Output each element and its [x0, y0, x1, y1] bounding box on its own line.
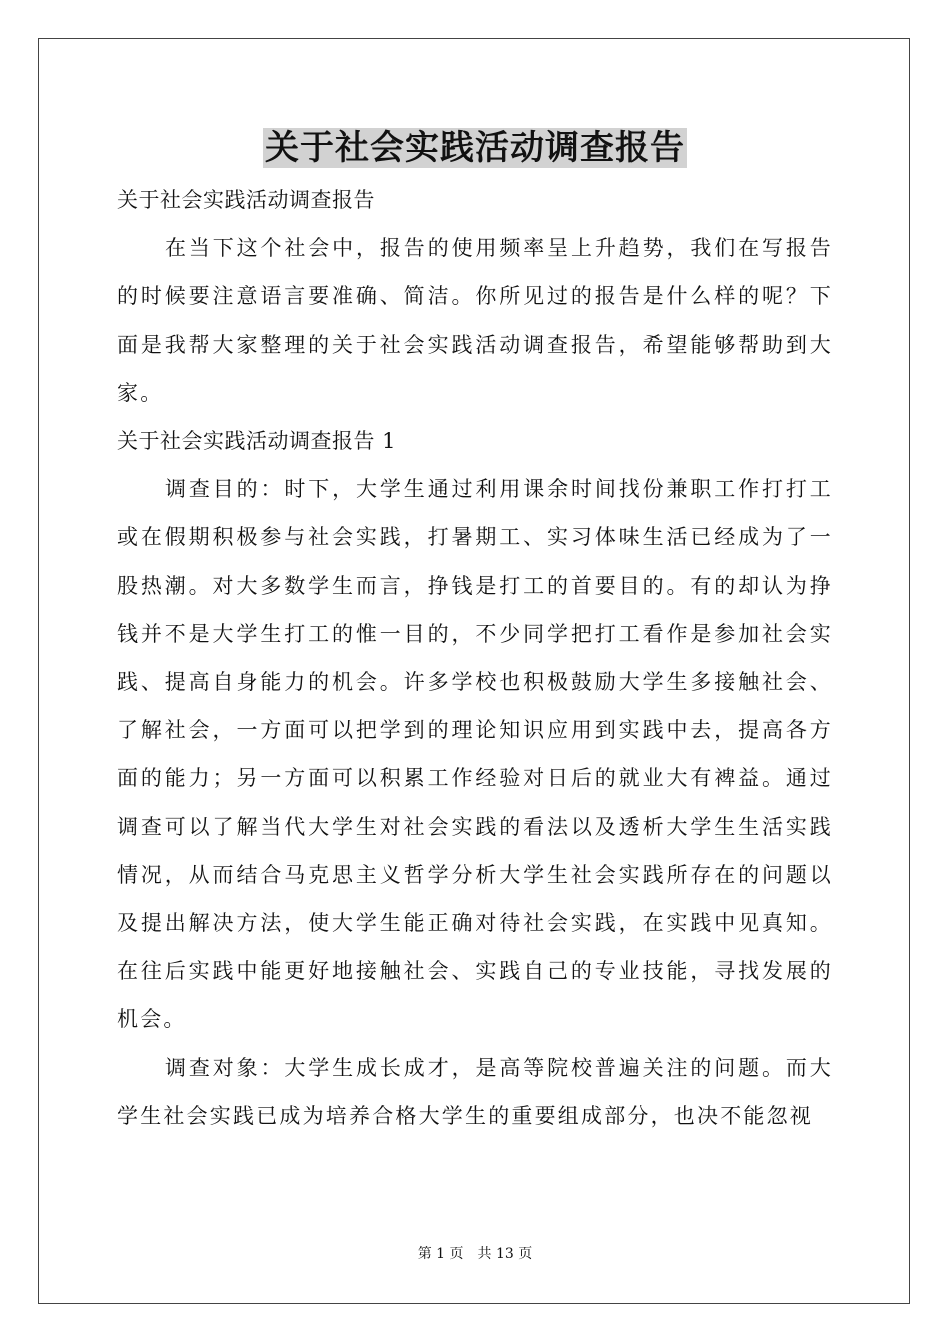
- page-total: 共 13 页: [477, 1246, 533, 1262]
- document-title-text: 关于社会实践活动调查报告: [265, 128, 685, 168]
- object-paragraph: 调查对象：大学生成长成才，是高等院校普遍关注的问题。而大学生社会实践已成为培养合格大学生的重要组成部分，也决不能忽视: [117, 1055, 833, 1128]
- page-number: 第 1 页: [417, 1246, 464, 1262]
- section-title: 关于社会实践活动调查报告 1: [117, 429, 397, 454]
- intro-paragraph: 在当下这个社会中，报告的使用频率呈上升趋势，我们在写报告的时候要注意语言要准确、简洁。你所见过的报告是什么样的呢？下面是我帮大家整理的关于社会实践活动调查报告，希望能够帮助到大家。: [117, 236, 833, 405]
- page-footer: [0, 1244, 950, 1264]
- document-subtitle: 关于社会实践活动调查报告: [117, 188, 375, 212]
- document-title: [0, 126, 950, 170]
- purpose-paragraph: 调查目的：时下，大学生通过利用课余时间找份兼职工作打打工或在假期积极参与社会实践，打暑期工、实习体味生活已经成为了一股热潮。对大多数学生而言，挣钱是打工的首要目的。有的却认为挣钱并不是大学生打工的惟一目的，不少同学把打工看作是参加社会实践、提高自身能力的机会。许多学校也积极鼓励大学生多接触社会、了解社会，一方面可以把学到的理论知识应用到实践中去，提高各方面的能力；另一方面可以积累工作经验对日后的就业大有裨益。通过调查可以了解当代大学生对社会实践的看法以及透析大学生生活实践情况，从而结合马克思主义哲学分析大学生社会实践所存在的问题以及提出解决方法，使大学生能正确对待社会实践，在实践中见真知。在往后实践中能更好地接触社会、实践自己的专业技能，寻找发展的机会。: [117, 477, 833, 1032]
- document-body: [117, 176, 833, 1140]
